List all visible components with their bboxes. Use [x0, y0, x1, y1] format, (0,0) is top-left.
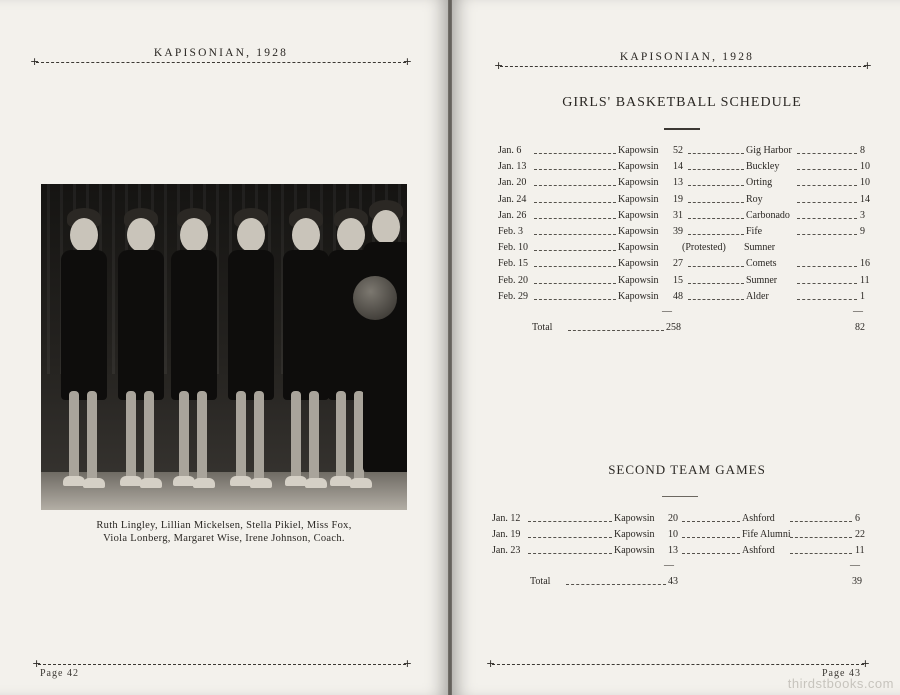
- schedule-row: [452, 226, 900, 240]
- leader-dots: [682, 537, 740, 538]
- shoe-shape: [285, 476, 307, 486]
- leg-shape: [69, 391, 79, 486]
- leader-dots: [797, 266, 857, 267]
- team-photo: [41, 184, 407, 510]
- game-date: Feb. 20: [498, 274, 528, 286]
- leader-dots: [797, 299, 857, 300]
- leader-dots: [797, 169, 857, 170]
- total-row: [452, 576, 900, 590]
- caption-line-2: Viola Lonberg, Margaret Wise, Irene Johnson, Coach.: [103, 533, 345, 544]
- leader-dots: [682, 553, 740, 554]
- home-team: Kapowsin: [618, 209, 659, 221]
- schedule-row: [452, 513, 900, 527]
- shoe-shape: [305, 478, 327, 488]
- leader-dots: [534, 185, 616, 186]
- home-team: Kapowsin: [618, 161, 659, 173]
- home-team: Kapowsin: [618, 242, 659, 254]
- home-team: Kapowsin: [618, 258, 659, 270]
- game-date: Feb. 10: [498, 242, 528, 254]
- leg-shape: [236, 391, 246, 486]
- shoe-shape: [140, 478, 162, 488]
- face-shape: [372, 210, 400, 244]
- opponent-score: 10: [860, 161, 870, 173]
- opponent-score: 9: [860, 226, 865, 237]
- uniform-shape: [171, 250, 217, 400]
- right-page-number: Page 43: [822, 668, 861, 679]
- photo-caption: [41, 519, 407, 545]
- uniform-shape: [283, 250, 329, 400]
- home-score: 31: [673, 209, 683, 221]
- opponent-score: 8: [860, 145, 865, 156]
- curtain-fold: [164, 184, 167, 374]
- leg-shape: [197, 391, 207, 486]
- face-shape: [127, 218, 155, 252]
- opponent-score: 14: [860, 193, 870, 205]
- left-header-rule: [36, 62, 406, 63]
- leader-dots: [790, 537, 852, 538]
- leader-dots: [688, 202, 744, 203]
- home-score: 20: [668, 513, 678, 524]
- watermark-text: thirdstbooks.com: [787, 676, 894, 691]
- home-team: Kapowsin: [614, 529, 655, 540]
- leader-dots: [797, 234, 857, 235]
- total-label: Total: [530, 576, 551, 587]
- leader-dots: [688, 266, 744, 267]
- shoe-shape: [63, 476, 85, 486]
- shoe-shape: [173, 476, 195, 486]
- curtain-fold: [112, 184, 115, 374]
- leader-dots: [790, 521, 852, 522]
- leader-dots: [534, 266, 616, 267]
- leader-dots: [534, 283, 616, 284]
- opponent-team: Sumner: [744, 242, 776, 254]
- right-running-head: KAPISONIAN, 1928: [619, 51, 755, 63]
- home-team: Kapowsin: [614, 513, 655, 524]
- left-footer-rule: [38, 664, 406, 665]
- home-team: Kapowsin: [614, 545, 655, 556]
- leader-dots: [688, 169, 744, 170]
- total-opponent-score: 82: [855, 322, 865, 333]
- opponent-team: Gig Harbor: [746, 145, 792, 156]
- schedule-title: GIRLS' BASKETBALL SCHEDULE: [562, 95, 802, 110]
- curtain-fold: [47, 184, 50, 374]
- opponent-team: Orting: [746, 177, 773, 189]
- second-team-title: SECOND TEAM GAMES: [608, 462, 766, 477]
- home-score: 39: [673, 226, 683, 237]
- schedule-row: [452, 161, 900, 175]
- schedule-row: [452, 291, 900, 305]
- total-divider: —: [853, 306, 863, 317]
- shoe-shape: [250, 478, 272, 488]
- face-shape: [337, 218, 365, 252]
- opponent-team: Ashford: [742, 513, 775, 524]
- game-date: Jan. 19: [492, 529, 521, 540]
- game-date: Jan. 13: [498, 161, 527, 173]
- home-score: 15: [673, 274, 683, 286]
- total-row: [452, 322, 900, 336]
- home-score: 14: [673, 161, 683, 173]
- left-running-head: KAPISONIAN, 1928: [153, 47, 289, 59]
- game-date: Jan. 6: [498, 145, 522, 156]
- game-date: Jan. 26: [498, 209, 527, 221]
- opponent-team: Comets: [746, 258, 777, 270]
- leader-dots: [688, 234, 744, 235]
- schedule-row: [452, 529, 900, 543]
- total-divider: —: [850, 560, 860, 571]
- home-score: 13: [668, 545, 678, 556]
- opponent-team: Buckley: [746, 161, 780, 173]
- schedule-row: [452, 275, 900, 289]
- leader-dots: [688, 218, 744, 219]
- leader-dots: [534, 169, 616, 170]
- leader-dots: [688, 283, 744, 284]
- home-team: Kapowsin: [618, 290, 659, 302]
- home-score: 52: [673, 145, 683, 156]
- opponent-score: 1: [860, 290, 865, 302]
- leader-dots: [528, 553, 612, 554]
- face-shape: [292, 218, 320, 252]
- leader-dots: [790, 553, 852, 554]
- leader-dots: [568, 330, 664, 331]
- uniform-shape: [61, 250, 107, 400]
- shoe-shape: [350, 478, 372, 488]
- face-shape: [237, 218, 265, 252]
- total-divider: —: [664, 560, 674, 571]
- opponent-team: Alder: [746, 290, 769, 302]
- left-page-number: Page 42: [40, 668, 79, 679]
- caption-line-1: Ruth Lingley, Lillian Mickelsen, Stella Pikiel, Miss Fox,: [96, 520, 352, 531]
- leg-shape: [144, 391, 154, 486]
- home-team: Kapowsin: [618, 226, 659, 237]
- game-date: Jan. 23: [492, 545, 521, 556]
- opponent-team: Fife Alumni: [742, 529, 791, 540]
- leader-dots: [528, 521, 612, 522]
- leader-dots: [797, 153, 857, 154]
- right-header-rule: [500, 66, 866, 67]
- game-date: Feb. 15: [498, 258, 528, 270]
- leader-dots: [534, 153, 616, 154]
- home-team: Kapowsin: [618, 145, 659, 156]
- leg-shape: [179, 391, 189, 486]
- opponent-score: 16: [860, 258, 870, 270]
- shoe-shape: [83, 478, 105, 488]
- home-score: 27: [673, 258, 683, 270]
- schedule-title-bar: [664, 128, 700, 130]
- leg-shape: [87, 391, 97, 486]
- shoe-shape: [120, 476, 142, 486]
- home-team: Kapowsin: [618, 193, 659, 205]
- game-date: Jan. 20: [498, 177, 527, 189]
- schedule-row: [452, 210, 900, 224]
- home-team: Kapowsin: [618, 177, 659, 189]
- total-divider: —: [662, 306, 672, 317]
- face-shape: [180, 218, 208, 252]
- home-score: 48: [673, 290, 683, 302]
- opponent-score: 6: [855, 513, 860, 524]
- total-home-score: 43: [668, 576, 678, 587]
- shoe-shape: [193, 478, 215, 488]
- leader-dots: [688, 299, 744, 300]
- leader-dots: [534, 218, 616, 219]
- schedule-row: [452, 242, 900, 256]
- leader-dots: [797, 185, 857, 186]
- leg-shape: [254, 391, 264, 486]
- leg-shape: [291, 391, 301, 486]
- leader-dots: [688, 153, 744, 154]
- total-opponent-score: 39: [852, 576, 862, 587]
- opponent-team: Carbonado: [746, 209, 790, 221]
- game-date: Feb. 29: [498, 290, 528, 302]
- leader-dots: [534, 299, 616, 300]
- game-date: Jan. 12: [492, 513, 521, 524]
- opponent-team: Fife: [746, 226, 763, 237]
- home-score: 10: [668, 529, 678, 540]
- game-date: Feb. 3: [498, 226, 523, 237]
- leader-dots: [797, 283, 857, 284]
- leg-shape: [336, 391, 346, 486]
- schedule-row: [452, 258, 900, 272]
- leader-dots: [534, 202, 616, 203]
- opponent-team: Sumner: [746, 274, 778, 286]
- schedule-row: [452, 177, 900, 191]
- leader-dots: [797, 218, 857, 219]
- opponent-team: Roy: [746, 193, 763, 205]
- leg-shape: [126, 391, 136, 486]
- leg-shape: [309, 391, 319, 486]
- home-score: 19: [673, 193, 683, 205]
- home-score: 13: [673, 177, 683, 189]
- shoe-shape: [330, 476, 352, 486]
- basketball-shape: [353, 276, 397, 320]
- leader-dots: [534, 250, 616, 251]
- leader-dots: [797, 202, 857, 203]
- right-footer-rule: [492, 664, 864, 665]
- opponent-score: 3: [860, 209, 865, 221]
- shoe-shape: [230, 476, 252, 486]
- uniform-shape: [228, 250, 274, 400]
- opponent-score: 11: [855, 545, 865, 556]
- opponent-score: 11: [860, 274, 870, 286]
- leader-dots: [534, 234, 616, 235]
- home-team: Kapowsin: [618, 274, 659, 286]
- opponent-score: 10: [860, 177, 870, 189]
- schedule-row: [452, 194, 900, 208]
- face-shape: [70, 218, 98, 252]
- left-page: [0, 0, 448, 695]
- leader-dots: [566, 584, 666, 585]
- total-label: Total: [532, 322, 553, 333]
- opponent-score: 22: [855, 529, 865, 540]
- second-team-title-bar: [662, 496, 698, 497]
- schedule-row: [452, 145, 900, 159]
- opponent-team: Ashford: [742, 545, 775, 556]
- leader-dots: [528, 537, 612, 538]
- leader-dots: [688, 185, 744, 186]
- leader-dots: [682, 521, 740, 522]
- home-score: (Protested): [682, 242, 726, 254]
- right-page: [452, 0, 900, 695]
- uniform-shape: [118, 250, 164, 400]
- game-date: Jan. 24: [498, 193, 527, 205]
- schedule-row: [452, 545, 900, 559]
- total-home-score: 258: [666, 322, 681, 333]
